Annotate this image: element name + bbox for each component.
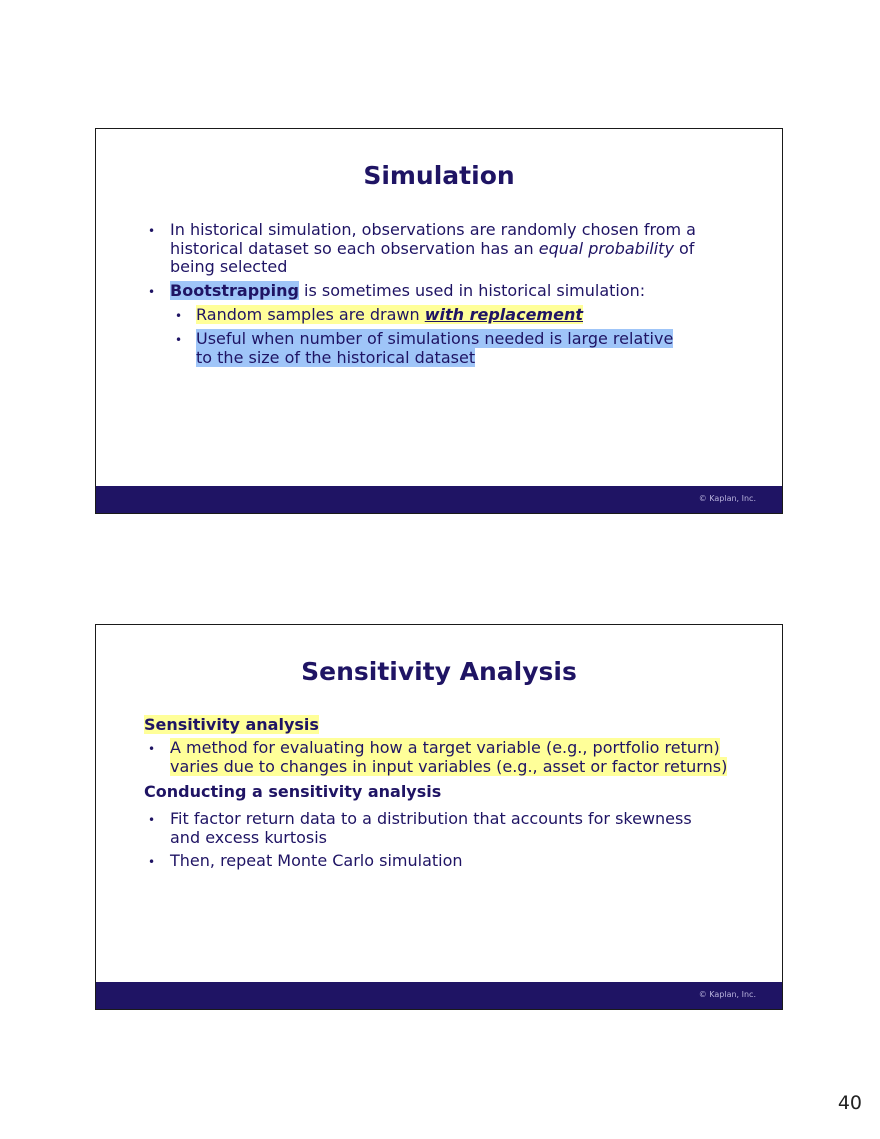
- bullet-text: [170, 810, 692, 829]
- bullet-text: [170, 240, 694, 259]
- sub-bullet-dot: •: [175, 309, 183, 323]
- bullet-text: [170, 221, 696, 240]
- bullet-dot: •: [148, 813, 156, 827]
- bullet-line: is sometimes used in historical simulation:: [298, 281, 646, 300]
- bullet-text: [170, 282, 645, 301]
- bullet-text: [170, 758, 727, 777]
- bullet-line: A method for evaluating how a target variable (e.g., portfolio return): [170, 738, 720, 757]
- sub-bullet-text: [196, 349, 475, 368]
- emphasis-text: equal probability: [538, 238, 674, 258]
- bullet-line: historical dataset so each observation has an: [170, 238, 539, 258]
- bullet-line: In historical simulation, observations are randomly chosen from a: [170, 220, 696, 239]
- bullet-line: Then, repeat Monte Carlo simulation: [170, 851, 463, 870]
- bullet-dot: •: [148, 742, 156, 756]
- bullet-text: [170, 739, 720, 758]
- bullet-line: of: [673, 238, 695, 258]
- emphasis-text: with replacement: [424, 305, 583, 324]
- bullet-text: [170, 852, 463, 871]
- slide-simulation: [95, 128, 783, 514]
- bullet-dot: •: [148, 224, 156, 238]
- copyright-text: © Kaplan, Inc.: [698, 990, 756, 999]
- bullet-line: to the size of the historical dataset: [196, 347, 476, 367]
- heading-text: Conducting a sensitivity analysis: [144, 782, 442, 801]
- bullet-line: and excess kurtosis: [170, 827, 328, 847]
- bullet-line: varies due to changes in input variables (e.g., asset or factor returns): [170, 757, 728, 776]
- bullet-dot: •: [148, 855, 156, 869]
- sub-bullet-text: [196, 330, 673, 349]
- bullet-text: [170, 829, 327, 848]
- bullet-line: Useful when number of simulations needed is large relative: [196, 329, 674, 348]
- slide-footer: [96, 982, 782, 1009]
- sub-bullet-text: [196, 306, 583, 325]
- bullet-text: [170, 258, 287, 277]
- bullet-line: being selected: [170, 257, 288, 276]
- slide-title: Simulation: [363, 161, 515, 190]
- bootstrapping-term: Bootstrapping: [170, 281, 299, 300]
- copyright-text: © Kaplan, Inc.: [698, 494, 756, 503]
- heading-text: Sensitivity analysis: [144, 715, 319, 734]
- slide-footer: [96, 486, 782, 513]
- section-heading: [144, 715, 319, 735]
- bullet-line: Fit factor return data to a distribution that accounts for skewness: [170, 809, 692, 828]
- bullet-dot: •: [148, 285, 156, 299]
- page-number: 40: [837, 1092, 862, 1114]
- slide-sensitivity-analysis: [95, 624, 783, 1010]
- section-heading: [144, 782, 441, 802]
- slide-title: Sensitivity Analysis: [301, 657, 577, 686]
- bullet-line: Random samples are drawn: [196, 305, 425, 324]
- sub-bullet-dot: •: [175, 333, 183, 347]
